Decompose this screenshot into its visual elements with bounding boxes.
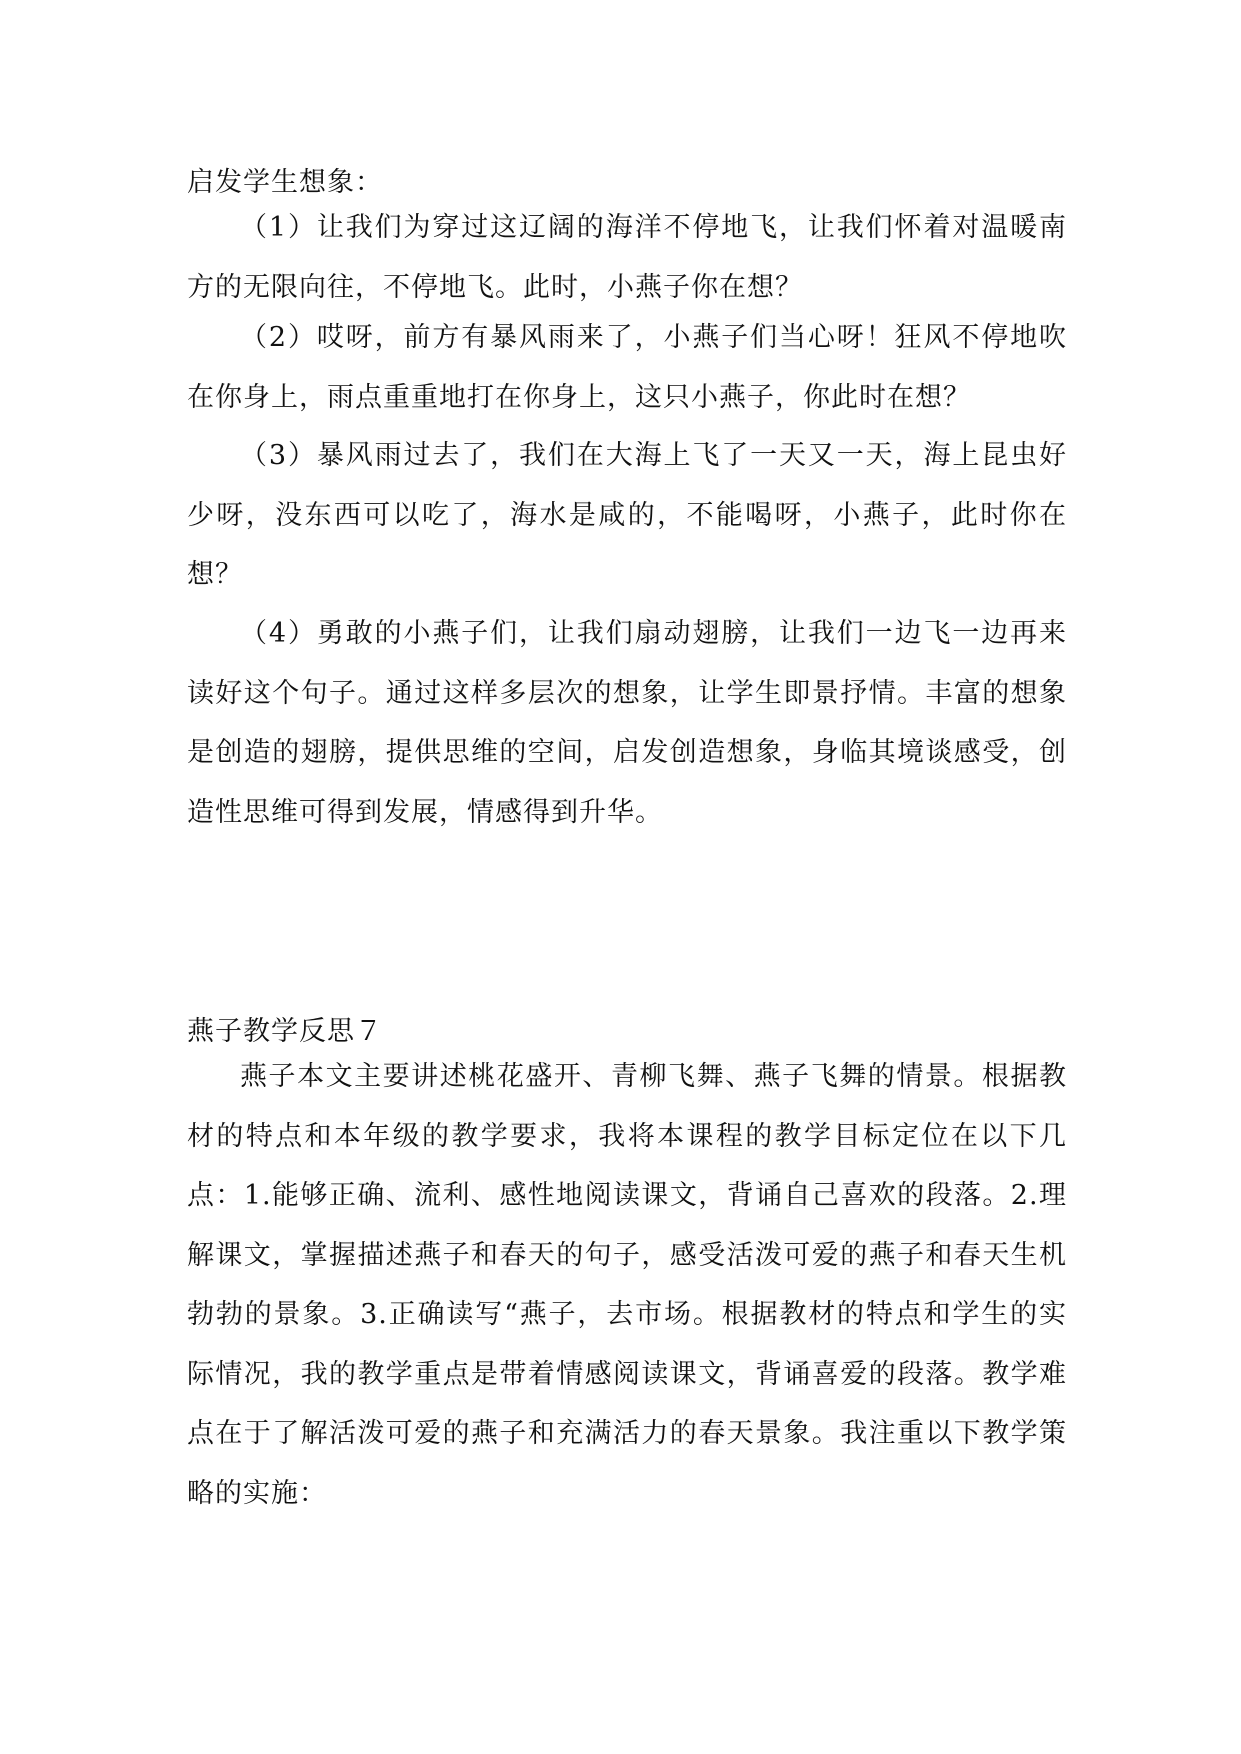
imagination-item-4: （4）勇敢的小燕子们，让我们扇动翅膀，让我们一边飞一边再来读好这个句子。通过这样多层次的想象，让学生即景抒情。丰富的想象是创造的翅膀，提供思维的空间，启发创造想象，身临其境谈感受，创造性思维可得到发展，情感得到升华。: [187, 618, 1067, 828]
imagination-item-3: （3）暴风雨过去了，我们在大海上飞了一天又一天，海上昆虫好少呀，没东西可以吃了，海水是咸的，不能喝呀，小燕子，此时你在想？: [187, 440, 1067, 590]
section-heading: 燕子教学反思７: [187, 1016, 383, 1047]
imagination-item-1: （1）让我们为穿过这辽阔的海洋不停地飞，让我们怀着对温暖南方的无限向往，不停地飞。此时，小燕子你在想？: [187, 212, 1067, 303]
imagination-item-2: （2）哎呀，前方有暴风雨来了，小燕子们当心呀！狂风不停地吹在你身上，雨点重重地打在你身上，这只小燕子，你此时在想？: [187, 322, 1067, 413]
intro-line: 启发学生想象：: [187, 167, 383, 198]
reflection-paragraph: 燕子本文主要讲述桃花盛开、青柳飞舞、燕子飞舞的情景。根据教材的特点和本年级的教学要求，我将本课程的教学目标定位在以下几点：1.能够正确、流利、感性地阅读课文，背诵自己喜欢的段落。2.理解课文，掌握描述燕子和春天的句子，感受活泼可爱的燕子和春天生机勃勃的景象。3.正确读写“燕子，去市场。根据教材的特点和学生的实际情况，我的教学重点是带着情感阅读课文，背诵喜爱的段落。教学难点在于了解活泼可爱的燕子和充满活力的春天景象。我注重以下教学策略的实施：: [187, 1061, 1067, 1509]
